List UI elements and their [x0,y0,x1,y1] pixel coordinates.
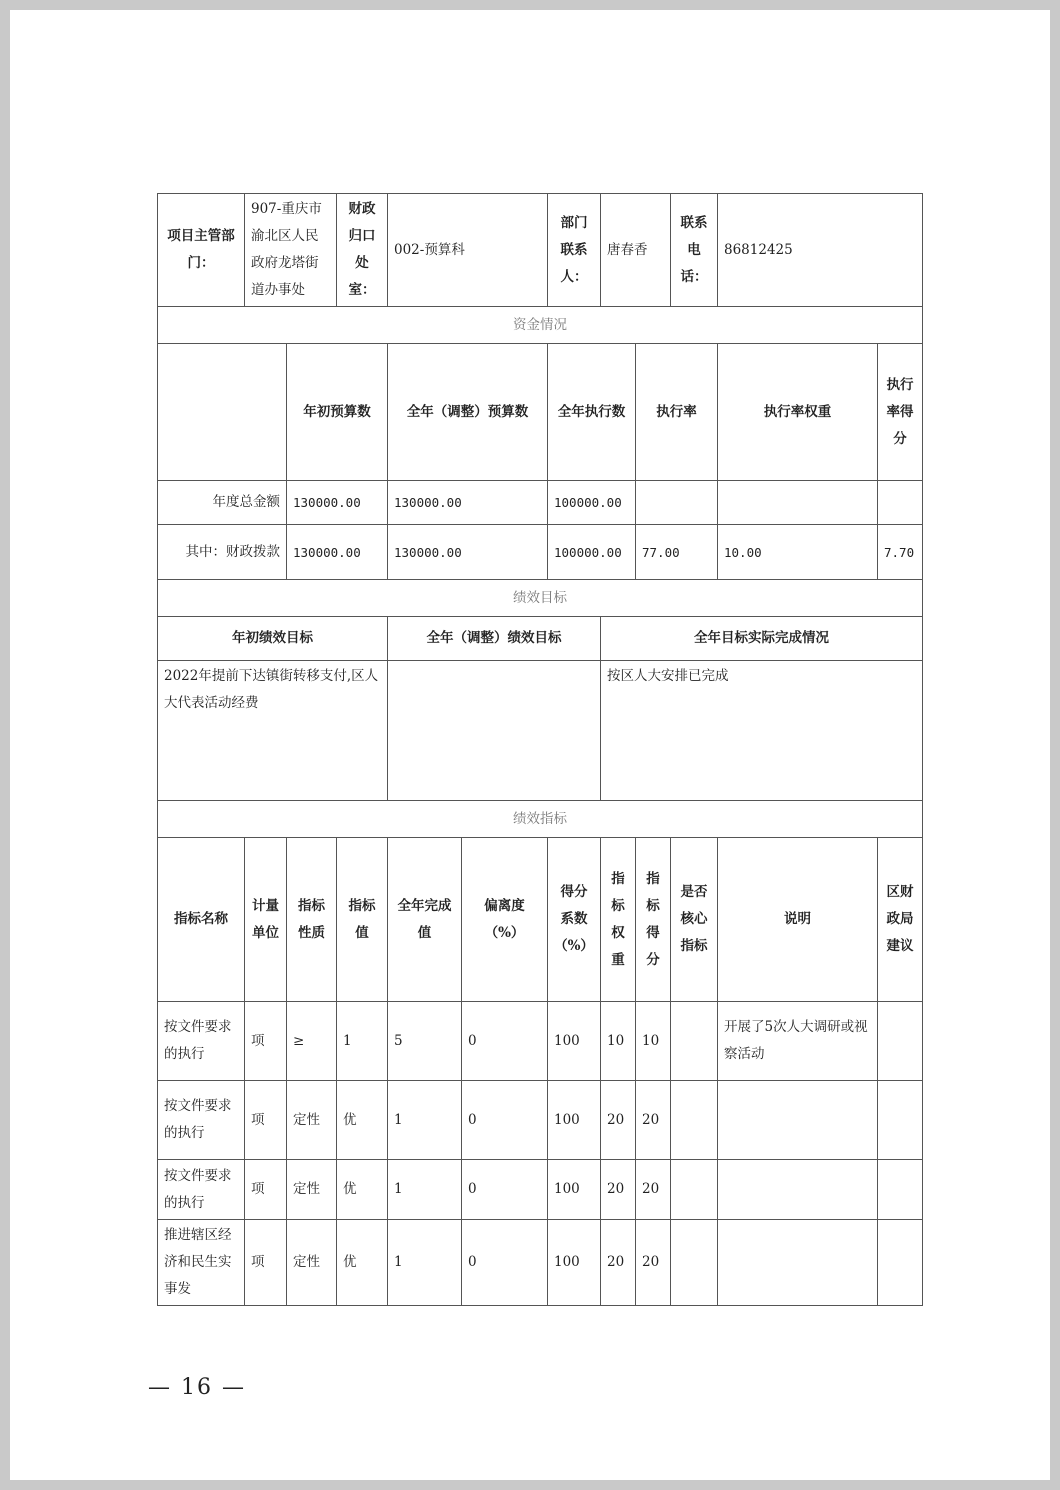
goals-col-initial: 年初绩效目标 [158,617,388,661]
ind-nature: 定性 [287,1081,337,1160]
goals-section-title: 绩效目标 [158,580,923,617]
ind-unit: 项 [245,1220,287,1306]
phone-value: 86812425 [718,194,923,307]
goals-adjusted-text [388,661,601,801]
ind-actual: 5 [388,1002,462,1081]
funds-row [158,481,923,525]
ind-name: 按文件要求的执行 [158,1081,245,1160]
phone-label: 联系电话： [671,194,718,307]
ind-col-note: 说明 [718,838,878,1002]
ind-col-nature: 指标性质 [287,838,337,1002]
ind-col-coef: 得分系数（%） [548,838,601,1002]
ind-core [671,1160,718,1220]
ind-nature: ≥ [287,1002,337,1081]
indicators-section-row [158,801,923,838]
ind-col-score: 指标得分 [636,838,671,1002]
goals-col-actual: 全年目标实际完成情况 [601,617,923,661]
ind-col-weight: 指标权重 [601,838,636,1002]
ind-value: 优 [337,1220,388,1306]
ind-name: 按文件要求的执行 [158,1160,245,1220]
ind-advice [878,1160,923,1220]
ind-actual: 1 [388,1220,462,1306]
ind-weight: 20 [601,1160,636,1220]
ind-value: 优 [337,1081,388,1160]
funds-row-adjusted: 130000.00 [388,481,548,525]
ind-value: 1 [337,1002,388,1081]
indicators-section-title: 绩效指标 [158,801,923,838]
ind-nature: 定性 [287,1160,337,1220]
document-page [10,10,1050,1480]
funds-row-executed: 100000.00 [548,525,636,580]
page-number: — 16 — [148,1375,246,1400]
funds-section-row [158,307,923,344]
indicator-row [158,1081,923,1160]
funds-col-initial: 年初预算数 [287,344,388,481]
ind-name: 按文件要求的执行 [158,1002,245,1081]
ind-col-value: 指标值 [337,838,388,1002]
ind-col-name: 指标名称 [158,838,245,1002]
ind-advice [878,1002,923,1081]
ind-deviation: 0 [462,1220,548,1306]
ind-actual: 1 [388,1081,462,1160]
goals-initial-text: 2022年提前下达镇街转移支付,区人大代表活动经费 [158,661,388,801]
dept-value: 907-重庆市渝北区人民政府龙塔街道办事处 [245,194,337,307]
ind-score: 20 [636,1160,671,1220]
funds-row-adjusted: 130000.00 [388,525,548,580]
funds-row-label: 其中：财政拨款 [158,525,287,580]
ind-col-actual: 全年完成值 [388,838,462,1002]
ind-weight: 20 [601,1220,636,1306]
contact-label: 部门联系人： [548,194,601,307]
goals-actual-text: 按区人大安排已完成 [601,661,923,801]
ind-note [718,1160,878,1220]
ind-col-advice: 区财政局建议 [878,838,923,1002]
ind-coef: 100 [548,1002,601,1081]
finance-label: 财政归口处室： [337,194,388,307]
ind-value: 优 [337,1160,388,1220]
ind-deviation: 0 [462,1081,548,1160]
ind-deviation: 0 [462,1002,548,1081]
funds-row-rate [636,481,718,525]
ind-col-core: 是否核心指标 [671,838,718,1002]
funds-row-rate: 77.00 [636,525,718,580]
funds-section-title: 资金情况 [158,307,923,344]
funds-row [158,525,923,580]
funds-col-score: 执行率得分 [878,344,923,481]
funds-col-adjusted: 全年（调整）预算数 [388,344,548,481]
ind-name: 推进辖区经济和民生实事发 [158,1220,245,1306]
funds-row-score: 7.70 [878,525,923,580]
ind-coef: 100 [548,1081,601,1160]
ind-unit: 项 [245,1002,287,1081]
header-row [158,194,923,307]
funds-row-weight [718,481,878,525]
performance-table [157,193,923,1306]
contact-value: 唐春香 [601,194,671,307]
goals-content-row [158,661,923,801]
ind-nature: 定性 [287,1220,337,1306]
ind-score: 20 [636,1220,671,1306]
ind-advice [878,1220,923,1306]
indicator-row [158,1220,923,1306]
ind-core [671,1002,718,1081]
ind-advice [878,1081,923,1160]
ind-note: 开展了5次人大调研或视察活动 [718,1002,878,1081]
funds-col-weight: 执行率权重 [718,344,878,481]
ind-core [671,1081,718,1160]
funds-row-initial: 130000.00 [287,481,388,525]
ind-actual: 1 [388,1160,462,1220]
ind-coef: 100 [548,1160,601,1220]
funds-row-weight: 10.00 [718,525,878,580]
ind-col-unit: 计量单位 [245,838,287,1002]
ind-score: 10 [636,1002,671,1081]
goals-col-adjusted: 全年（调整）绩效目标 [388,617,601,661]
funds-col-executed: 全年执行数 [548,344,636,481]
ind-coef: 100 [548,1220,601,1306]
goals-section-row [158,580,923,617]
ind-col-deviation: 偏离度（%） [462,838,548,1002]
dept-label: 项目主管部门： [158,194,245,307]
funds-row-score [878,481,923,525]
ind-weight: 10 [601,1002,636,1081]
indicator-row [158,1002,923,1081]
goals-header-row [158,617,923,661]
funds-row-executed: 100000.00 [548,481,636,525]
funds-col-rate: 执行率 [636,344,718,481]
ind-core [671,1220,718,1306]
indicator-row [158,1160,923,1220]
funds-row-label: 年度总金额 [158,481,287,525]
ind-note [718,1220,878,1306]
ind-deviation: 0 [462,1160,548,1220]
ind-weight: 20 [601,1081,636,1160]
ind-unit: 项 [245,1160,287,1220]
funds-row-initial: 130000.00 [287,525,388,580]
funds-header-row [158,344,923,481]
ind-score: 20 [636,1081,671,1160]
indicators-header-row [158,838,923,1002]
ind-unit: 项 [245,1081,287,1160]
finance-value: 002-预算科 [388,194,548,307]
funds-blank-header [158,344,287,481]
ind-note [718,1081,878,1160]
